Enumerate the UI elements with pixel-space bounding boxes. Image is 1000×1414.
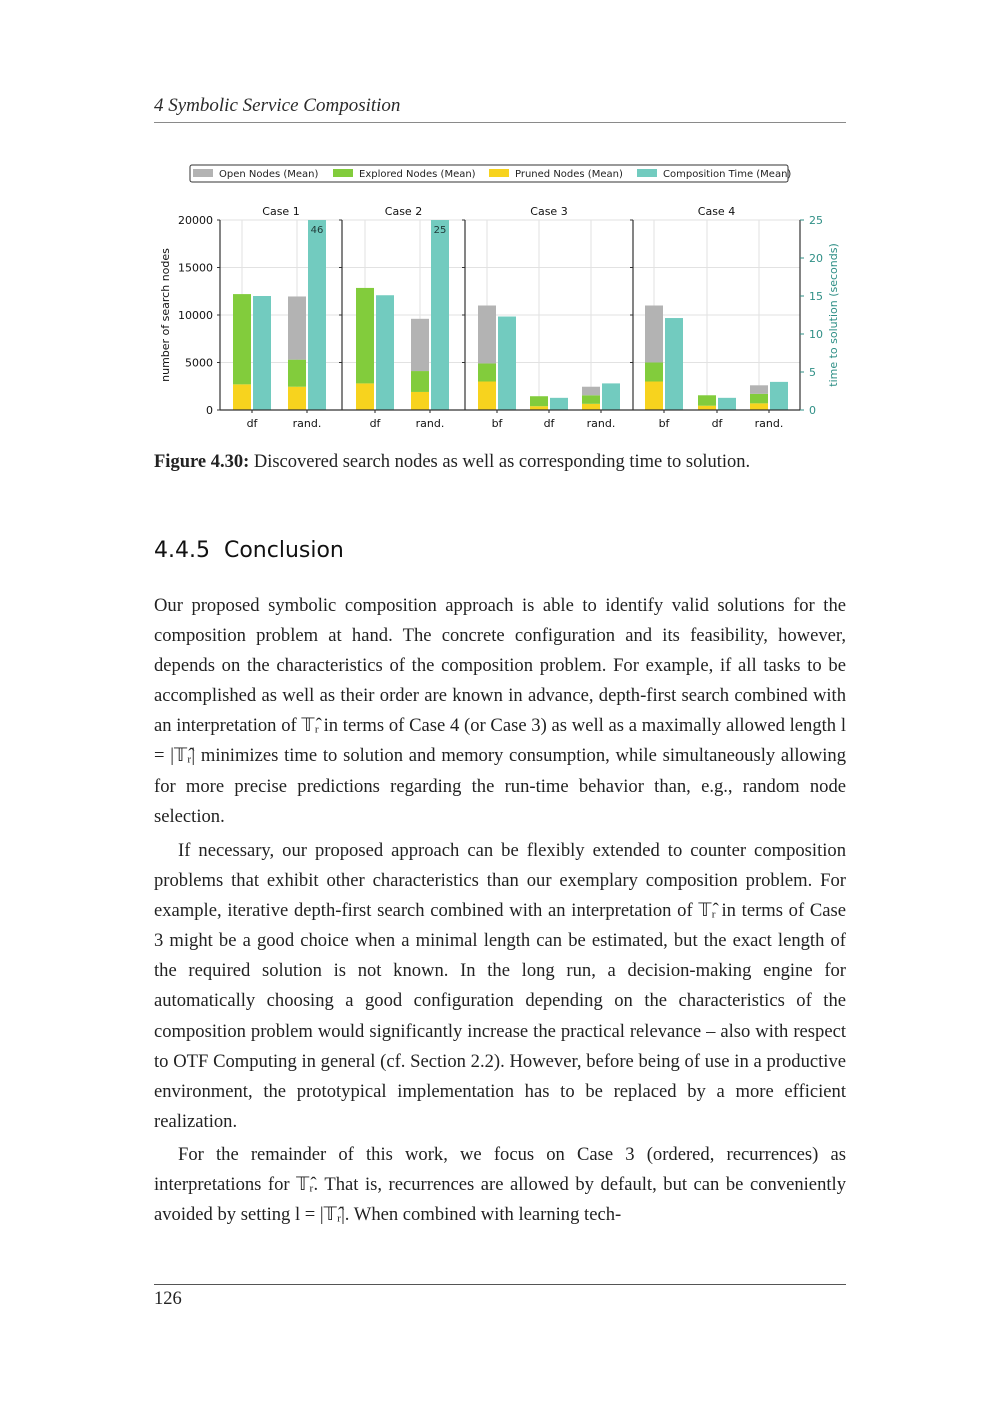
header-rule [154,122,846,123]
y-axis-label: number of search nodes [159,248,172,382]
x-tick-label: df [543,417,555,430]
paragraph-2 [154,836,846,1137]
panel-title: Case 4 [697,205,736,218]
explored-bar [698,395,716,405]
section-number: 4.4.5 [154,538,210,563]
x-tick-label: df [711,417,723,430]
right-tick-label: 5 [809,366,816,379]
section-heading [154,538,344,563]
open-bar [478,306,496,364]
pruned-bar [356,383,374,410]
x-tick-label: rand. [292,417,322,430]
pruned-bar [411,392,429,410]
time-bar [550,398,568,410]
page-number: 126 [154,1289,182,1309]
explored-bar [288,360,306,387]
time-bar [308,220,326,410]
pruned-bar [750,403,768,410]
figure-caption [154,452,846,473]
figure-caption-text: Discovered search nodes as well as corresponding time to solution. [253,452,751,472]
clipped-value-label: 46 [310,225,324,236]
pruned-bar [645,382,663,411]
clipped-value-label: 25 [433,225,447,236]
x-tick-label: rand. [586,417,616,430]
time-bar [665,318,683,410]
y-axis-right-label: time to solution (seconds) [827,243,840,387]
pruned-bar [698,406,716,410]
left-tick-label: 5000 [185,356,213,370]
legend-label: Explored Nodes (Mean) [359,169,476,180]
pruned-bar [478,382,496,411]
explored-bar [356,288,374,383]
explored-bar [233,294,251,384]
open-bar [582,387,600,396]
figure-label: Figure 4.30: [154,452,250,472]
x-tick-label: rand. [754,417,784,430]
x-tick-label: bf [658,417,670,430]
pruned-bar [582,404,600,410]
panel-title: Case 1 [262,205,300,218]
x-tick-label: bf [491,417,503,430]
legend-swatch [637,169,657,177]
paragraph-text: Our proposed symbolic composition approach is able to identify valid solutions for the composition problem at hand. The concrete configuration and its feasibility, however, depends on the characteristics of the composition problem. For example, if all tasks to be accomplished as well as their order are known in advance, depth-first search combined with an interpretation of 𝕋ᵣ̂ in terms of Case 4 (or Case 3) as well as a maximally allowed length l = |𝕋ᵣ̂| minimizes time to solution and memory consumption, while simultaneously allowing for more precise predictions regarding the run-time behavior than, e.g., random node selection. [154,595,846,827]
explored-bar [645,363,663,382]
x-tick-label: df [369,417,381,430]
legend-swatch [489,169,509,177]
time-bar [718,398,736,410]
legend-swatch [333,169,353,177]
figure-chart [150,160,850,440]
time-bar [253,296,271,410]
open-bar [411,319,429,371]
pruned-bar [233,384,251,410]
panel-title: Case 3 [530,205,568,218]
paragraph-text: For the remainder of this work, we focus on Case 3 (ordered, recurrences) as interpretations for 𝕋ᵣ̂. That is, recurrences are allowed by default, but can be conveniently avoided by setting l = |𝕋ᵣ̂|. When combined with learning tech- [154,1144,846,1226]
section-title: Conclusion [223,538,344,563]
left-tick-label: 20000 [178,214,213,227]
right-tick-label: 10 [809,328,823,341]
paragraph-1 [154,591,846,832]
paragraph-3 [154,1140,846,1230]
running-header: 4 Symbolic Service Composition [154,95,401,116]
open-bar [750,385,768,394]
legend-label: Pruned Nodes (Mean) [515,169,623,180]
x-tick-label: rand. [415,417,445,430]
time-bar [431,220,449,410]
time-bar [376,295,394,410]
left-tick-label: 15000 [178,261,213,275]
legend-label: Open Nodes (Mean) [219,169,319,180]
legend-swatch [193,169,213,177]
left-tick-label: 0 [206,404,213,417]
open-bar [288,296,306,359]
right-tick-label: 0 [809,404,816,417]
legend-label: Composition Time (Mean) [663,169,792,180]
explored-bar [750,394,768,404]
bar-chart [150,160,850,440]
x-tick-label: df [246,417,258,430]
explored-bar [411,371,429,392]
footer-rule [154,1284,846,1285]
right-tick-label: 20 [809,252,823,265]
explored-bar [478,363,496,381]
pruned-bar [288,387,306,410]
left-tick-label: 10000 [178,309,213,322]
time-bar [498,317,516,410]
paragraph-text: If necessary, our proposed approach can be flexibly extended to counter composition problems that exhibit other characteristics than our exemplary composition problem. For example, iterative depth-first search combined with an interpretation of 𝕋ᵣ̂ in terms of Case 3 might be a good choice when a minimal length can be estimated, but the exact length of the required solution is not known. In the long run, a decision-making engine for automatically choosing a good configuration depending on the characteristics of the composition problem would significantly increase the practical relevance – also with respect to OTF Computing in general (cf. Section 2.2). However, before being of use in a productive environment, the prototypical implementation has to be replaced by a more efficient realization. [154,840,846,1132]
panel-title: Case 2 [384,205,423,218]
right-tick-label: 25 [809,214,823,227]
time-bar [602,383,620,410]
explored-bar [582,395,600,404]
right-tick-label: 15 [809,290,823,303]
open-bar [645,306,663,363]
explored-bar [530,396,548,406]
time-bar [770,382,788,410]
